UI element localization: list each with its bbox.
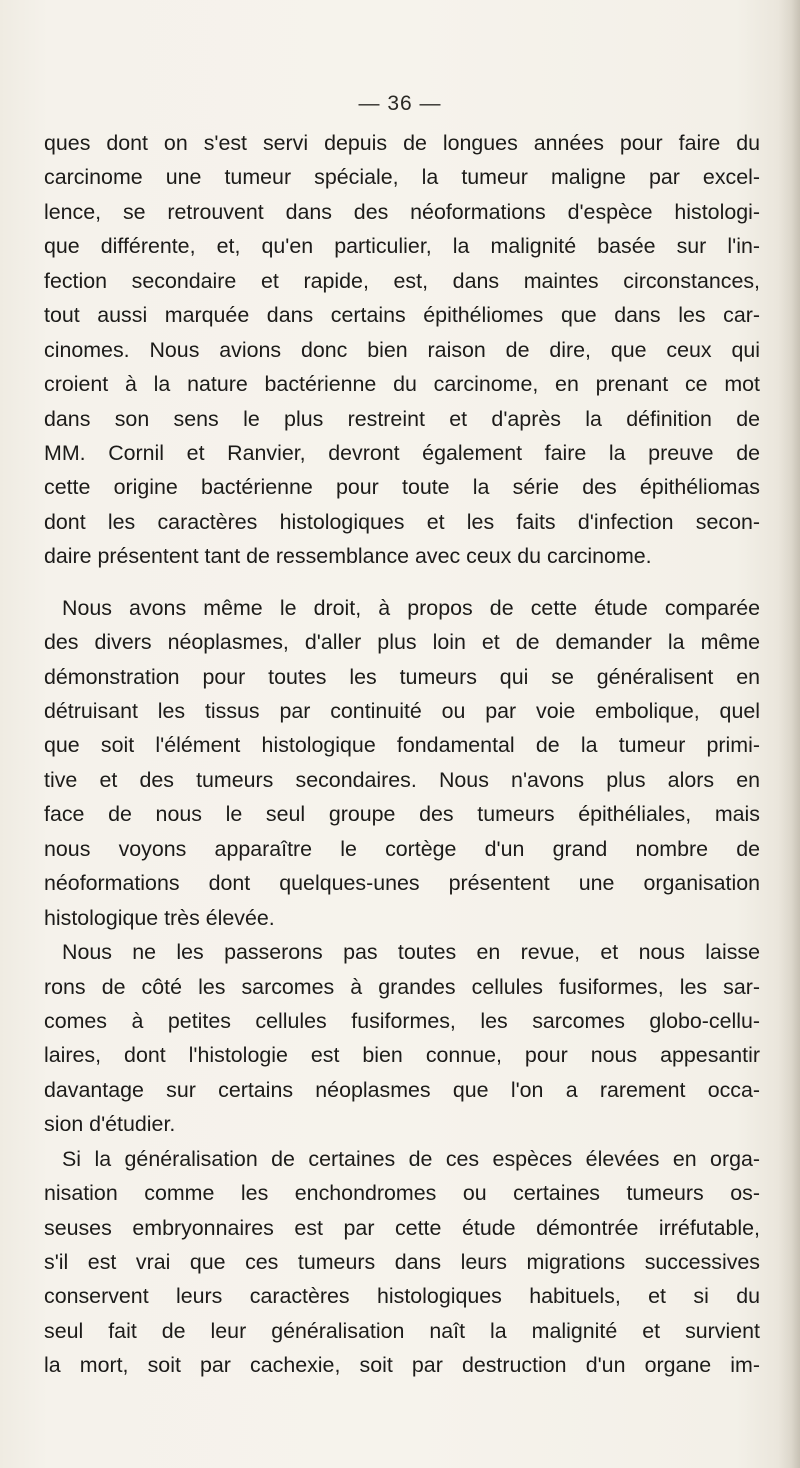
text-line: rons de côté les sarcomes à grandes cellules fusiformes, les sar- [44, 974, 760, 999]
text-line: face de nous le seul groupe des tumeurs épithéliales, mais [44, 802, 760, 827]
text-line: que différente, et, qu'en particulier, la malignité basée sur l'in- [44, 234, 760, 259]
text-line: lence, se retrouvent dans des néoformations d'espèce histologi- [44, 199, 760, 224]
paragraph-gap [44, 574, 760, 591]
text-line: la mort, soit par cachexie, soit par destruction d'un organe im- [44, 1353, 760, 1378]
text-line: laires, dont l'histologie est bien connue, pour nous appesantir [44, 1043, 760, 1068]
text-line: dont les caractères histologiques et les faits d'infection secon- [44, 509, 760, 534]
text-line: néoformations dont quelques-unes présentent une organisation [44, 871, 760, 896]
text-line: croient à la nature bactérienne du carcinome, en prenant ce mot [44, 372, 760, 397]
text-line: nous voyons apparaître le cortège d'un grand nombre de [44, 836, 760, 861]
text-line: démonstration pour toutes les tumeurs qui se généralisent en [44, 664, 760, 689]
text-line: seul fait de leur généralisation naît la malignité et survient [44, 1318, 760, 1343]
text-line: cette origine bactérienne pour toute la série des épithéliomas [44, 475, 760, 500]
body-text [44, 126, 760, 1383]
page-number: — 36 — [358, 92, 442, 115]
text-line: Nous ne les passerons pas toutes en revue, et nous laisse [62, 940, 760, 965]
text-line: comes à petites cellules fusiformes, les sarcomes globo-cellu- [44, 1008, 760, 1033]
text-line: conservent leurs caractères histologiques habituels, et si du [44, 1284, 760, 1309]
text-line: tive et des tumeurs secondaires. Nous n'avons plus alors en [44, 767, 760, 792]
text-line: ques dont on s'est servi depuis de longues années pour faire du [44, 131, 760, 155]
text-line: s'il est vrai que ces tumeurs dans leurs migrations successives [44, 1250, 760, 1274]
text-line: sion d'étudier. [44, 1112, 176, 1137]
text-line: MM. Cornil et Ranvier, devront également faire la preuve de [44, 440, 760, 465]
page-edge-shadow [778, 0, 800, 1468]
text-line: que soit l'élément histologique fondamental de la tumeur primi- [44, 733, 760, 758]
text-line: daire présentent tant de ressemblance avec ceux du carcinome. [44, 544, 652, 569]
text-line: Si la généralisation de certaines de ces espèces élevées en orga- [62, 1146, 760, 1171]
text-line: nisation comme les enchondromes ou certaines tumeurs os- [44, 1181, 760, 1206]
text-line: tout aussi marquée dans certains épithéliomes que dans les car- [44, 303, 760, 328]
text-line: histologique très élevée. [44, 905, 275, 930]
text-line: carcinome une tumeur spéciale, la tumeur maligne par excel- [44, 165, 760, 190]
text-line: seuses embryonnaires est par cette étude démontrée irréfutable, [44, 1215, 760, 1240]
text-line: dans son sens le plus restreint et d'après la définition de [44, 406, 760, 431]
text-line: des divers néoplasmes, d'aller plus loin et de demander la même [44, 630, 760, 655]
text-line: cinomes. Nous avions donc bien raison de dire, que ceux qui [44, 337, 760, 362]
text-line: fection secondaire et rapide, est, dans maintes circonstances, [44, 268, 760, 293]
text-line: Nous avons même le droit, à propos de cette étude comparée [62, 595, 760, 620]
text-line: détruisant les tissus par continuité ou par voie embolique, quel [44, 699, 760, 723]
text-line: davantage sur certains néoplasmes que l'on a rarement occa- [44, 1077, 760, 1102]
